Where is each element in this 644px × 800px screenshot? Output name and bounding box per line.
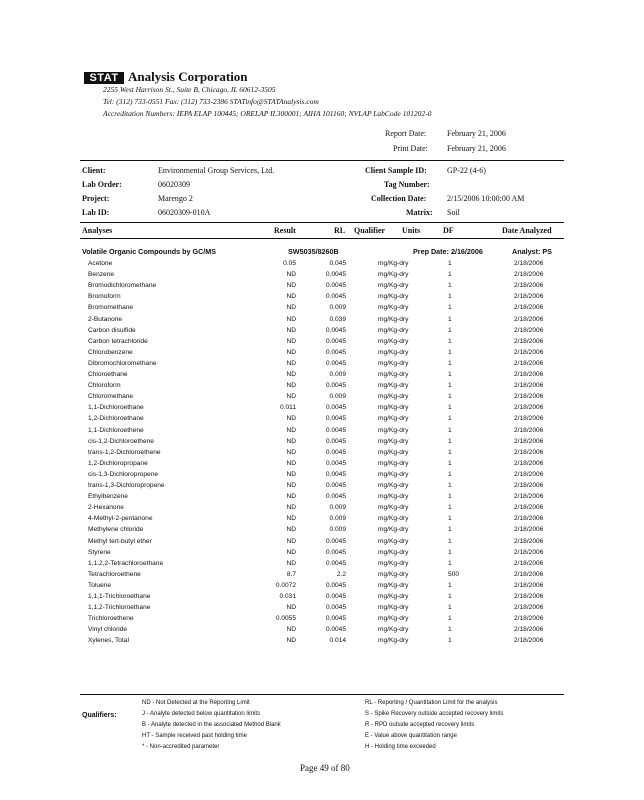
df-cell: 1 xyxy=(448,359,452,367)
rl-cell: 0.0045 xyxy=(325,326,346,334)
result-cell: ND xyxy=(286,315,296,323)
rl-cell: 0.0045 xyxy=(325,604,346,612)
units-cell: mg/Kg-dry xyxy=(378,537,409,545)
df-cell: 1 xyxy=(448,415,452,423)
rl-cell: 0.0045 xyxy=(325,537,346,545)
df-cell: 1 xyxy=(448,437,452,445)
col-header-date-analyzed: Date Analyzed xyxy=(502,226,552,235)
result-cell: 0.011 xyxy=(279,404,296,412)
table-row xyxy=(80,558,564,569)
df-cell: 1 xyxy=(448,604,452,612)
units-cell: mg/Kg-dry xyxy=(378,437,409,445)
analyte-cell: 4-Methyl-2-pentanone xyxy=(88,515,153,523)
analyte-cell: Chloroethane xyxy=(88,371,128,378)
table-row xyxy=(80,491,564,502)
analyte-cell: 1,2-Dichloroethane xyxy=(88,415,144,423)
date-analyzed-cell: 2/18/2006 xyxy=(514,304,544,312)
rl-cell: 0.0045 xyxy=(325,459,346,467)
df-cell: 1 xyxy=(448,326,452,334)
analyte-cell: 1,2-Dichloropropane xyxy=(88,459,148,467)
analyte-cell: Bromomethane xyxy=(88,304,134,312)
units-cell: mg/Kg-dry xyxy=(378,570,409,578)
company-name: Analysis Corporation xyxy=(128,69,248,84)
table-row xyxy=(80,624,564,635)
result-cell: 0.05 xyxy=(283,260,296,267)
df-cell: 1 xyxy=(448,459,452,467)
date-analyzed-cell: 2/18/2006 xyxy=(514,282,544,290)
page-number: Page 49 of 80 xyxy=(300,763,350,773)
units-cell: mg/Kg-dry xyxy=(378,304,409,312)
collection-date-value: 2/15/2006 10:00:00 AM xyxy=(447,194,525,203)
table-row xyxy=(80,447,564,458)
date-analyzed-cell: 2/18/2006 xyxy=(514,415,544,423)
analyte-cell: 1,1,2,2-Tetrachloroethane xyxy=(88,559,164,567)
units-cell: mg/Kg-dry xyxy=(378,482,409,489)
date-analyzed-cell: 2/18/2006 xyxy=(514,537,544,545)
df-cell: 1 xyxy=(448,293,452,301)
units-cell: mg/Kg-dry xyxy=(378,426,409,434)
units-cell: mg/Kg-dry xyxy=(378,371,409,378)
analyte-cell: 1,1-Dichloroethane xyxy=(88,404,144,412)
rl-cell: 0.0045 xyxy=(325,437,346,445)
qualifier-note: S - Spike Recovery outside accepted recovery limits xyxy=(365,711,504,717)
rl-cell: 0.0045 xyxy=(325,348,346,356)
table-row xyxy=(80,325,564,336)
col-header-qualifier: Qualifier xyxy=(354,226,386,235)
rl-cell: 0.0045 xyxy=(325,559,346,567)
df-cell: 1 xyxy=(448,482,452,489)
result-cell: ND xyxy=(286,559,296,567)
rl-cell: 0.0045 xyxy=(325,470,346,478)
qualifier-note: R - RPD outside accepted recovery limits xyxy=(365,722,475,728)
date-analyzed-cell: 2/18/2006 xyxy=(514,315,544,323)
rl-cell: 0.0045 xyxy=(325,282,346,290)
project-label: Project: xyxy=(82,194,110,203)
qualifier-note: * - Non-accredited parameter xyxy=(142,744,220,750)
date-analyzed-cell: 2/18/2006 xyxy=(514,448,544,456)
analyte-cell: Styrene xyxy=(88,548,111,556)
df-cell: 1 xyxy=(448,282,452,290)
table-row xyxy=(80,524,564,535)
date-analyzed-cell: 2/18/2006 xyxy=(514,470,544,478)
result-cell: ND xyxy=(286,437,296,445)
result-cell: ND xyxy=(286,448,296,456)
date-analyzed-cell: 2/18/2006 xyxy=(514,337,544,345)
date-analyzed-cell: 2/18/2006 xyxy=(514,293,544,301)
qualifier-note: E - Value above quantitation range xyxy=(365,733,457,739)
col-header-analyses: Analyses xyxy=(82,226,113,235)
df-cell: 1 xyxy=(448,304,452,312)
rl-cell: 0.039 xyxy=(329,315,346,323)
analyte-cell: Tetrachloroethene xyxy=(88,570,141,578)
date-analyzed-cell: 2/18/2006 xyxy=(514,459,544,467)
df-cell: 1 xyxy=(448,470,452,478)
table-row xyxy=(80,547,564,558)
result-cell: ND xyxy=(286,282,296,290)
date-analyzed-cell: 2/18/2006 xyxy=(514,482,544,489)
rl-cell: 0.0045 xyxy=(325,615,346,623)
qualifier-note: B - Analyte detected in the associated Method Blank xyxy=(142,722,281,728)
analyte-cell: Carbon disulfide xyxy=(88,326,136,334)
df-cell: 1 xyxy=(448,526,452,534)
df-cell: 1 xyxy=(448,593,452,600)
table-row xyxy=(80,569,564,580)
date-analyzed-cell: 2/18/2006 xyxy=(514,637,544,645)
df-cell: 1 xyxy=(448,448,452,456)
section-title: Volatile Organic Compounds by GC/MS xyxy=(82,247,217,256)
units-cell: mg/Kg-dry xyxy=(378,448,409,456)
rl-cell: 0.0045 xyxy=(325,382,346,390)
analyte-cell: Dibromochloromethane xyxy=(88,359,157,367)
table-row xyxy=(80,358,564,369)
result-cell: ND xyxy=(286,415,296,423)
units-cell: mg/Kg-dry xyxy=(378,470,409,478)
print-date-label: Print Date: xyxy=(393,144,428,153)
result-cell: ND xyxy=(286,604,296,612)
qualifier-note: H - Holding time exceeded xyxy=(365,744,436,750)
units-cell: mg/Kg-dry xyxy=(378,459,409,467)
analyte-cell: Methyl tert-butyl ether xyxy=(88,537,152,545)
units-cell: mg/Kg-dry xyxy=(378,348,409,356)
analyte-cell: Chlorobenzene xyxy=(88,348,133,356)
rl-cell: 0.0045 xyxy=(325,482,346,489)
company-address: 2255 West Harrison St., Suite B, Chicago, IL 60612-3505 xyxy=(103,85,276,94)
table-row xyxy=(80,469,564,480)
units-cell: mg/Kg-dry xyxy=(378,326,409,334)
df-cell: 1 xyxy=(448,426,452,434)
rl-cell: 0.0045 xyxy=(325,448,346,456)
result-cell: 8.7 xyxy=(286,570,296,578)
result-cell: ND xyxy=(286,526,296,534)
result-cell: ND xyxy=(286,371,296,378)
result-cell: ND xyxy=(286,504,296,512)
table-row xyxy=(80,413,564,424)
date-analyzed-cell: 2/18/2006 xyxy=(514,393,544,401)
table-row xyxy=(80,502,564,513)
table-row xyxy=(80,347,564,358)
result-cell: ND xyxy=(286,537,296,545)
analyte-cell: Acetone xyxy=(88,260,113,267)
rl-cell: 0.009 xyxy=(329,371,346,378)
print-date: February 21, 2006 xyxy=(447,144,506,153)
analyte-cell: Bromoform xyxy=(88,293,121,301)
df-cell: 1 xyxy=(448,493,452,501)
result-cell: 0.0055 xyxy=(275,615,296,623)
analyte-cell: Carbon tetrachloride xyxy=(88,337,148,345)
rl-cell: 0.045 xyxy=(329,260,346,267)
units-cell: mg/Kg-dry xyxy=(378,637,409,645)
units-cell: mg/Kg-dry xyxy=(378,271,409,279)
section-method: SW5035/8260B xyxy=(288,247,339,256)
table-row xyxy=(80,480,564,491)
units-cell: mg/Kg-dry xyxy=(378,504,409,512)
rl-cell: 0.0045 xyxy=(325,493,346,501)
lab-id-value: 06020309-010A xyxy=(158,208,211,217)
tag-number-label: Tag Number: xyxy=(384,180,430,189)
date-analyzed-cell: 2/18/2006 xyxy=(514,437,544,445)
analyte-cell: cis-1,3-Dichloropropene xyxy=(88,470,159,478)
date-analyzed-cell: 2/18/2006 xyxy=(514,359,544,367)
table-row xyxy=(80,536,564,547)
client-label: Client: xyxy=(82,166,106,175)
date-analyzed-cell: 2/18/2006 xyxy=(514,526,544,534)
lab-id-label: Lab ID: xyxy=(82,208,110,217)
rl-cell: 0.0045 xyxy=(325,293,346,301)
rl-cell: 0.0045 xyxy=(325,271,346,279)
table-row xyxy=(80,635,564,646)
table-row xyxy=(80,291,564,302)
qualifier-note: HT - Sample received past holding time xyxy=(142,733,247,739)
report-date-label: Report Date: xyxy=(385,129,427,138)
date-analyzed-cell: 2/18/2006 xyxy=(514,615,544,623)
date-analyzed-cell: 2/18/2006 xyxy=(514,493,544,501)
rl-cell: 0.009 xyxy=(329,393,346,401)
col-header-df: DF xyxy=(443,226,454,235)
result-cell: ND xyxy=(286,459,296,467)
client-sample-label: Client Sample ID: xyxy=(365,166,427,175)
units-cell: mg/Kg-dry xyxy=(378,260,409,267)
units-cell: mg/Kg-dry xyxy=(378,382,409,390)
units-cell: mg/Kg-dry xyxy=(378,581,409,589)
date-analyzed-cell: 2/18/2006 xyxy=(514,348,544,356)
result-cell: ND xyxy=(286,326,296,334)
df-cell: 1 xyxy=(448,393,452,401)
table-row xyxy=(80,436,564,447)
date-analyzed-cell: 2/18/2006 xyxy=(514,260,544,267)
analyte-cell: 2-Hexanone xyxy=(88,504,124,512)
matrix-label: Matrix: xyxy=(406,208,433,217)
result-cell: ND xyxy=(286,382,296,390)
analyte-cell: Trichloroethene xyxy=(88,615,134,623)
df-cell: 1 xyxy=(448,626,452,634)
result-cell: ND xyxy=(286,470,296,478)
result-cell: ND xyxy=(286,426,296,434)
date-analyzed-cell: 2/18/2006 xyxy=(514,404,544,412)
df-cell: 500 xyxy=(448,570,460,578)
table-row xyxy=(80,280,564,291)
df-cell: 1 xyxy=(448,548,452,556)
result-cell: ND xyxy=(286,293,296,301)
rl-cell: 0.0045 xyxy=(325,337,346,345)
result-cell: ND xyxy=(286,337,296,345)
divider xyxy=(80,222,564,223)
rl-cell: 2.2 xyxy=(336,570,346,578)
divider xyxy=(80,160,564,161)
units-cell: mg/Kg-dry xyxy=(378,559,409,567)
table-row xyxy=(80,336,564,347)
qualifier-note: ND - Not Detected at the Reporting Limit xyxy=(142,700,250,706)
rl-cell: 0.0045 xyxy=(325,581,346,589)
date-analyzed-cell: 2/18/2006 xyxy=(514,515,544,523)
table-row xyxy=(80,602,564,613)
units-cell: mg/Kg-dry xyxy=(378,548,409,556)
report-date: February 21, 2006 xyxy=(447,129,506,138)
analyte-cell: Methylene chloride xyxy=(88,526,144,534)
units-cell: mg/Kg-dry xyxy=(378,493,409,501)
col-header-result: Result xyxy=(274,226,296,235)
table-row xyxy=(80,402,564,413)
result-cell: ND xyxy=(286,548,296,556)
units-cell: mg/Kg-dry xyxy=(378,282,409,290)
qualifier-note: J - Analyte detected below quantitation limits xyxy=(142,711,261,717)
units-cell: mg/Kg-dry xyxy=(378,337,409,345)
date-analyzed-cell: 2/18/2006 xyxy=(514,593,544,600)
result-cell: ND xyxy=(286,493,296,501)
date-analyzed-cell: 2/18/2006 xyxy=(514,504,544,512)
divider xyxy=(80,694,564,695)
result-cell: ND xyxy=(286,393,296,401)
df-cell: 1 xyxy=(448,504,452,512)
rl-cell: 0.0045 xyxy=(325,359,346,367)
analyte-cell: Chloromethane xyxy=(88,393,134,401)
rl-cell: 0.009 xyxy=(329,515,346,523)
analyte-cell: trans-1,3-Dichloropropene xyxy=(88,482,165,489)
result-cell: 0.0072 xyxy=(275,581,296,589)
result-cell: ND xyxy=(286,515,296,523)
col-header-rl: RL xyxy=(334,226,346,235)
date-analyzed-cell: 2/18/2006 xyxy=(514,559,544,567)
analyte-cell: Chloroform xyxy=(88,382,121,390)
table-row xyxy=(80,380,564,391)
date-analyzed-cell: 2/18/2006 xyxy=(514,326,544,334)
project-value: Marengo 2 xyxy=(158,194,193,203)
analyte-cell: 2-Butanone xyxy=(88,315,123,323)
table-row xyxy=(80,425,564,436)
rl-cell: 0.009 xyxy=(329,504,346,512)
rl-cell: 0.0045 xyxy=(325,626,346,634)
date-analyzed-cell: 2/18/2006 xyxy=(514,271,544,279)
table-row xyxy=(80,258,564,269)
units-cell: mg/Kg-dry xyxy=(378,393,409,401)
result-cell: 0.031 xyxy=(279,593,296,600)
units-cell: mg/Kg-dry xyxy=(378,404,409,412)
col-header-units: Units xyxy=(402,226,421,235)
result-cell: ND xyxy=(286,271,296,279)
table-row xyxy=(80,613,564,624)
analyte-cell: Benzene xyxy=(88,271,115,279)
date-analyzed-cell: 2/18/2006 xyxy=(514,548,544,556)
df-cell: 1 xyxy=(448,371,452,378)
rl-cell: 0.0045 xyxy=(325,593,346,600)
analyte-cell: trans-1,2-Dichloroethene xyxy=(88,448,161,456)
matrix-value: Soil xyxy=(447,208,460,217)
rl-cell: 0.0045 xyxy=(325,426,346,434)
df-cell: 1 xyxy=(448,559,452,567)
units-cell: mg/Kg-dry xyxy=(378,515,409,523)
date-analyzed-cell: 2/18/2006 xyxy=(514,581,544,589)
df-cell: 1 xyxy=(448,581,452,589)
analyte-cell: Xylenes, Total xyxy=(88,637,129,645)
analyte-cell: 1,1-Dichloroethene xyxy=(88,426,144,434)
collection-date-label: Collection Date: xyxy=(371,194,427,203)
analyte-cell: Bromodichloromethane xyxy=(88,282,157,290)
result-cell: ND xyxy=(286,359,296,367)
df-cell: 1 xyxy=(448,260,452,267)
units-cell: mg/Kg-dry xyxy=(378,615,409,623)
analyte-cell: Toluene xyxy=(88,581,112,589)
result-cell: ND xyxy=(286,304,296,312)
table-row xyxy=(80,458,564,469)
rl-cell: 0.009 xyxy=(329,526,346,534)
rl-cell: 0.0045 xyxy=(325,415,346,423)
df-cell: 1 xyxy=(448,537,452,545)
client-value: Environmental Group Services, Ltd. xyxy=(158,166,275,175)
date-analyzed-cell: 2/18/2006 xyxy=(514,426,544,434)
table-row xyxy=(80,369,564,380)
df-cell: 1 xyxy=(448,404,452,412)
df-cell: 1 xyxy=(448,615,452,623)
units-cell: mg/Kg-dry xyxy=(378,604,409,612)
rl-cell: 0.014 xyxy=(329,637,346,645)
date-analyzed-cell: 2/18/2006 xyxy=(514,604,544,612)
df-cell: 1 xyxy=(448,271,452,279)
units-cell: mg/Kg-dry xyxy=(378,315,409,323)
table-row xyxy=(80,591,564,602)
rl-cell: 0.0045 xyxy=(325,548,346,556)
units-cell: mg/Kg-dry xyxy=(378,626,409,634)
table-row xyxy=(80,302,564,313)
analyte-cell: Vinyl chloride xyxy=(88,626,128,634)
date-analyzed-cell: 2/18/2006 xyxy=(514,382,544,390)
date-analyzed-cell: 2/18/2006 xyxy=(514,570,544,578)
analyte-cell: Ethylbenzene xyxy=(88,493,128,501)
divider xyxy=(80,238,564,239)
units-cell: mg/Kg-dry xyxy=(378,415,409,423)
accreditation-numbers: Accreditation Numbers: IEPA ELAP 100445; ORELAP IL300001; AIHA 101160; NVLAP LabCode 101202-0 xyxy=(103,109,432,118)
analyte-cell: 1,1,2-Trichloroethane xyxy=(88,604,151,612)
df-cell: 1 xyxy=(448,315,452,323)
df-cell: 1 xyxy=(448,637,452,645)
result-cell: ND xyxy=(286,626,296,634)
units-cell: mg/Kg-dry xyxy=(378,293,409,301)
table-row xyxy=(80,269,564,280)
result-cell: ND xyxy=(286,348,296,356)
table-row xyxy=(80,580,564,591)
date-analyzed-cell: 2/18/2006 xyxy=(514,371,544,378)
qualifiers-label: Qualifiers: xyxy=(82,712,117,719)
rl-cell: 0.009 xyxy=(329,304,346,312)
df-cell: 1 xyxy=(448,337,452,345)
units-cell: mg/Kg-dry xyxy=(378,359,409,367)
result-cell: ND xyxy=(286,637,296,645)
table-row xyxy=(80,513,564,524)
lab-order-value: 06020309 xyxy=(158,180,190,189)
section-analyst: Analyst: PS xyxy=(512,247,552,256)
client-sample-value: GP-22 (4-6) xyxy=(447,166,486,175)
table-row xyxy=(80,391,564,402)
date-analyzed-cell: 2/18/2006 xyxy=(514,626,544,634)
table-row xyxy=(80,314,564,325)
units-cell: mg/Kg-dry xyxy=(378,593,409,600)
company-logo: STAT xyxy=(84,72,124,84)
result-cell: ND xyxy=(286,482,296,489)
df-cell: 1 xyxy=(448,515,452,523)
qualifier-note: RL - Reporting / Quantitation Limit for the analysis xyxy=(365,700,498,706)
analyte-cell: cis-1,2-Dichloroethene xyxy=(88,437,154,445)
lab-order-label: Lab Order: xyxy=(82,180,122,189)
units-cell: mg/Kg-dry xyxy=(378,526,409,534)
df-cell: 1 xyxy=(448,382,452,390)
analyte-cell: 1,1,1-Trichloroethane xyxy=(88,593,151,600)
section-prep-date: Prep Date: 2/16/2006 xyxy=(413,247,483,256)
rl-cell: 0.0045 xyxy=(325,404,346,412)
company-contact: Tel: (312) 733-0551 Fax: (312) 733-2386 STATinfo@STATAnalysis.com xyxy=(103,97,319,106)
df-cell: 1 xyxy=(448,348,452,356)
